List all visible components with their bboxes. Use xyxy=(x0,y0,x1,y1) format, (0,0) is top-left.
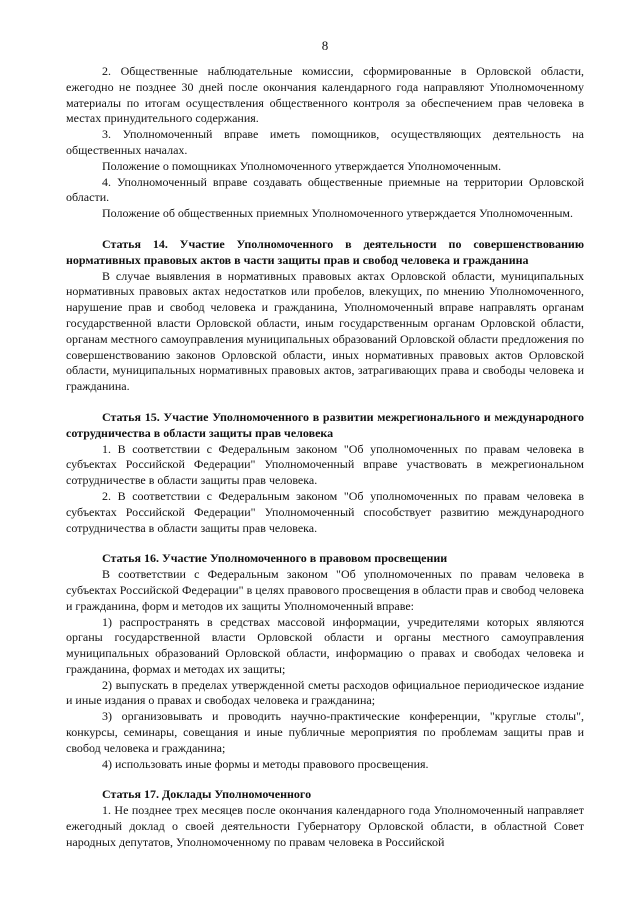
section-gap xyxy=(66,395,584,410)
paragraph: 1. В соответствии с Федеральным законом "Об уполномоченных по правам человека в субъектах Российской Федерации" Уполномоченный вправе участвовать в межрегиональном сотрудничестве в области защиты прав человека. xyxy=(66,441,584,488)
paragraph: 1. Не позднее трех месяцев после окончания календарного года Уполномоченный направляет ежегодный доклад о своей деятельности Губернатору Орловской области, в областной Совет народных депутатов, Уполномоченному по правам человека в Российской xyxy=(66,803,584,849)
section-gap xyxy=(66,536,584,551)
article-heading: Статья 14. Участие Уполномоченного в деятельности по совершенствованию нормативных правовых актов в части защиты прав и свобод человека и гражданина xyxy=(66,236,584,267)
paragraph: 1) распространять в средствах массовой информации, учредителями которых являются органы государственной власти Орловской области и органы местного самоуправления муниципальных образований Орловской области, информацию о правах и свободах человека и гражданина, формах и методах их защиты; xyxy=(66,614,584,676)
section-gap xyxy=(66,772,584,787)
paragraph: 4. Уполномоченный вправе создавать общественные приемные на территории Орловской области. xyxy=(66,174,584,205)
document-page xyxy=(66,38,584,851)
paragraph: В случае выявления в нормативных правовых актах Орловской области, муниципальных нормативных правовых актах недостатков или пробелов, влекущих, по мнению Уполномоченного, нарушение прав и свобод человека и гражданина, Уполномоченный вправе направлять органам государственной власти Орловской области, иным государственным органам Орловской области, органам местного самоуправления муниципальных образований Орловской области предложения по совершенствованию законов Орловской области, иных нормативных правовых актов Орловской области, муниципальных нормативных правовых актов, затрагивающих права и свободы человека и гражданина. xyxy=(66,268,584,394)
paragraph: В соответствии с Федеральным законом "Об уполномоченных по правам человека в субъектах Российской Федерации" в целях правового просвещения в области прав и свобод человека и гражданина, форм и методов их защиты Уполномоченный вправе: xyxy=(66,567,584,613)
paragraph: 2) выпускать в пределах утвержденной сметы расходов официальное периодическое издание и иные издания о правах и свободах человека и гражданина; xyxy=(66,677,584,708)
article-heading: Статья 16. Участие Уполномоченного в правовом просвещении xyxy=(102,551,448,566)
article-heading: Статья 17. Доклады Уполномоченного xyxy=(102,787,312,802)
page-number: 8 xyxy=(321,38,329,53)
paragraph: Положение о помощниках Уполномоченного утверждается Уполномоченным. xyxy=(102,158,502,173)
section-gap xyxy=(66,222,584,237)
paragraph: 2. Общественные наблюдательные комиссии, сформированные в Орловской области, ежегодно не позднее 30 дней после окончания календарного года направляют Уполномоченному материалы по итогам осуществления общественного контроля за обеспечением прав человека в местах принудительного содержания. xyxy=(66,64,584,126)
paragraph: 3. Уполномоченный вправе иметь помощников, осуществляющих деятельность на общественных началах. xyxy=(66,127,584,157)
paragraph: Положение об общественных приемных Уполномоченного утверждается Уполномоченным. xyxy=(102,206,574,221)
paragraph: 3) организовывать и проводить научно-практические конференции, "круглые столы", конкурсы, семинары, совещания и иные публичные мероприятия по проблемам защиты прав и свобод человека и гражданина; xyxy=(66,709,584,755)
document-body xyxy=(66,64,584,851)
paragraph: 2. В соответствии с Федеральным законом "Об уполномоченных по правам человека в субъектах Российской Федерации" Уполномоченный способствует развитию международного сотрудничества в области защиты прав человека. xyxy=(66,488,584,535)
article-heading: Статья 15. Участие Уполномоченного в развитии межрегионального и международного сотрудничества в области защиты прав человека xyxy=(66,409,584,440)
paragraph: 4) использовать иные формы и методы правового просвещения. xyxy=(102,756,429,771)
